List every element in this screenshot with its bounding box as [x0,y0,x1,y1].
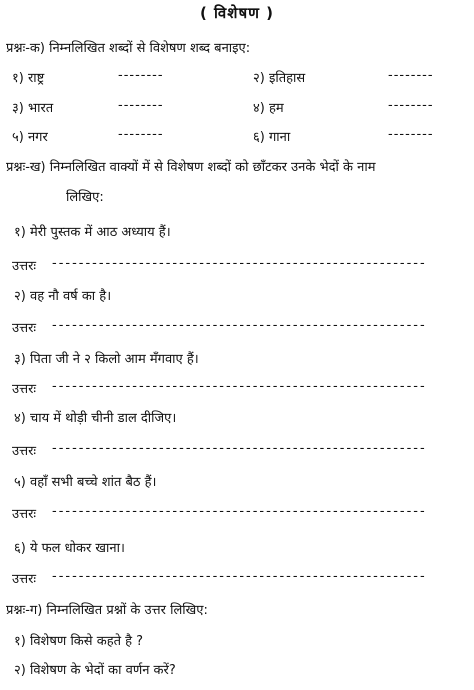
answer-blank[interactable]: -------------------------------------------------------- [52,379,427,394]
answer-blank[interactable]: -------------------------------------------------------- [52,256,427,271]
sentence-item: ६) ये फल धोकर खाना। [14,541,125,556]
sentence-item: ४) चाय में थोड़ी चीनी डाल दीजिए। [14,411,177,426]
sentence-item: २) वह नौ वर्ष का है। [14,289,112,304]
answer-label: उत्तरः [12,382,37,397]
question-3-heading: प्रश्नः-ग) निम्नलिखित प्रश्नों के उत्तर लिखिए: [6,603,208,618]
word-label: ४) हम [253,101,284,116]
word-blank[interactable]: -------- [388,98,434,113]
answer-label: उत्तरः [12,572,37,587]
word-label: ६) गाना [253,130,291,145]
sentence-item: ३) पिता जी ने २ किलो आम मँगवाए हैं। [14,352,199,367]
question-item: १) विशेषण किसे कहते है ? [14,634,144,649]
question-item: २) विशेषण के भेदों का वर्णन करें? [14,663,176,678]
word-label: २) इतिहास [253,71,306,86]
word-label: १) राष्ट्र [12,71,45,86]
word-label: ५) नगर [12,130,48,145]
page-title: ( विशेषण ) [199,4,275,22]
sentence-item: १) मेरी पुस्तक में आठ अध्याय हैं। [14,225,171,240]
word-blank[interactable]: -------- [388,68,434,83]
answer-blank[interactable]: -------------------------------------------------------- [52,318,427,333]
answer-blank[interactable]: -------------------------------------------------------- [52,504,427,519]
sentence-item: ५) वहाँ सभी बच्चे शांत बैठ हैं। [14,475,157,490]
answer-blank[interactable]: -------------------------------------------------------- [52,569,427,584]
word-label: ३) भारत [12,101,54,116]
question-2-heading-cont: लिखिए: [66,190,104,205]
word-blank[interactable]: -------- [118,98,164,113]
word-blank[interactable]: -------- [118,127,164,142]
question-2-heading: प्रश्नः-ख) निम्नलिखित वाक्यों में से विशेषण शब्दों को छाँटकर उनके भेदों के नाम [6,160,376,175]
word-blank[interactable]: -------- [118,68,164,83]
answer-label: उत्तरः [12,444,37,459]
question-1-heading: प्रश्नः-क) निम्नलिखित शब्दों से विशेषण शब्द बनाइए: [6,41,251,56]
word-blank[interactable]: -------- [388,127,434,142]
answer-label: उत्तरः [12,259,37,274]
answer-blank[interactable]: -------------------------------------------------------- [52,441,427,456]
answer-label: उत्तरः [12,507,37,522]
answer-label: उत्तरः [12,321,37,336]
